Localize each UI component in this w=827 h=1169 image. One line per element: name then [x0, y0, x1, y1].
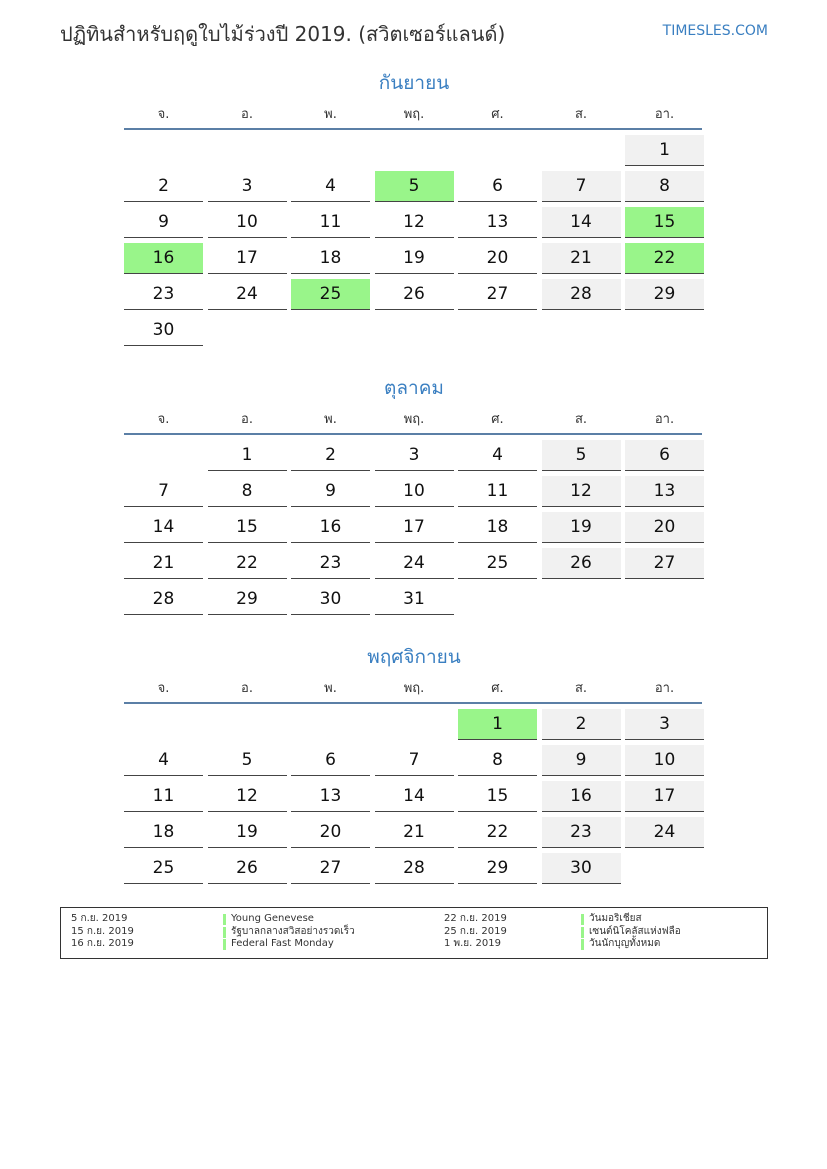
day-cell: 21: [375, 817, 454, 848]
day-cell: 30: [124, 315, 203, 346]
day-cell: 6: [291, 745, 370, 776]
weekday-label: พฤ.: [403, 107, 425, 122]
day-cell: 15: [458, 781, 537, 812]
header-divider: [124, 433, 702, 435]
day-cell: 19: [542, 512, 621, 543]
day-cell: 12: [542, 476, 621, 507]
day-cell: 29: [208, 584, 287, 615]
day-grid: [124, 135, 704, 351]
month-title: พฤศจิกายน: [367, 646, 461, 668]
month-title: ตุลาคม: [384, 377, 444, 399]
legend-holiday-name: วันนักบุญทั้งหมด: [589, 938, 661, 949]
legend-date: 5 ก.ย. 2019: [71, 913, 128, 924]
day-cell: 28: [124, 584, 203, 615]
day-cell: 27: [291, 853, 370, 884]
legend-marker: [223, 914, 226, 925]
month-title: กันยายน: [378, 72, 450, 94]
day-cell: 30: [542, 853, 621, 884]
day-cell: 11: [291, 207, 370, 238]
day-cell: 25: [458, 548, 537, 579]
day-cell: 21: [124, 548, 203, 579]
legend-marker: [581, 914, 584, 925]
day-cell: 10: [375, 476, 454, 507]
day-cell: 9: [291, 476, 370, 507]
weekday-label: จ.: [157, 412, 170, 427]
day-cell: 7: [542, 171, 621, 202]
day-cell: 2: [124, 171, 203, 202]
weekday-label: พ.: [324, 412, 337, 427]
day-cell: 24: [208, 279, 287, 310]
day-cell: 28: [375, 853, 454, 884]
empty-cell: [124, 135, 203, 165]
day-cell: 18: [458, 512, 537, 543]
day-cell: 7: [124, 476, 203, 507]
weekday-label: อ.: [241, 681, 253, 696]
empty-cell: [375, 709, 454, 739]
weekday-label: อา.: [654, 681, 675, 696]
day-cell: 16: [291, 512, 370, 543]
weekday-label: พฤ.: [403, 681, 425, 696]
day-cell: 9: [124, 207, 203, 238]
day-cell: 14: [124, 512, 203, 543]
day-cell: 30: [291, 584, 370, 615]
holiday-day-cell: 5: [375, 171, 454, 202]
weekday-label: อ.: [241, 107, 253, 122]
weekday-label: พ.: [324, 681, 337, 696]
legend-marker: [223, 939, 226, 950]
holiday-day-cell: 22: [625, 243, 704, 274]
day-grid: [124, 709, 704, 889]
day-cell: 22: [458, 817, 537, 848]
day-cell: 29: [625, 279, 704, 310]
month-calendar: [124, 644, 704, 889]
day-cell: 23: [291, 548, 370, 579]
day-cell: 28: [542, 279, 621, 310]
day-cell: 26: [542, 548, 621, 579]
day-cell: 4: [291, 171, 370, 202]
day-cell: 13: [291, 781, 370, 812]
weekday-label: ศ.: [491, 681, 504, 696]
day-cell: 20: [291, 817, 370, 848]
header-divider: [124, 702, 702, 704]
legend-marker: [581, 939, 584, 950]
weekday-header: [124, 106, 704, 128]
page-header: [60, 18, 768, 48]
weekday-label: อา.: [654, 412, 675, 427]
weekday-label: ศ.: [491, 107, 504, 122]
empty-cell: [458, 135, 537, 165]
day-cell: 27: [458, 279, 537, 310]
day-cell: 15: [208, 512, 287, 543]
day-cell: 3: [208, 171, 287, 202]
day-cell: 4: [124, 745, 203, 776]
legend-holiday-name: Young Genevese: [231, 913, 314, 924]
day-cell: 3: [625, 709, 704, 740]
header-divider: [124, 128, 702, 130]
holiday-day-cell: 16: [124, 243, 203, 274]
day-cell: 2: [542, 709, 621, 740]
legend-holiday-name: Federal Fast Monday: [231, 938, 334, 949]
holiday-day-cell: 15: [625, 207, 704, 238]
page-title: ปฏิทินสำหรับฤดูใบไม้ร่วงปี 2019. (สวิตเซอร์แลนด์): [60, 22, 506, 46]
empty-cell: [124, 709, 203, 739]
day-cell: 17: [208, 243, 287, 274]
day-cell: 12: [375, 207, 454, 238]
day-cell: 27: [625, 548, 704, 579]
day-cell: 5: [542, 440, 621, 471]
day-cell: 12: [208, 781, 287, 812]
weekday-label: พ.: [324, 107, 337, 122]
day-cell: 6: [625, 440, 704, 471]
day-cell: 18: [124, 817, 203, 848]
day-cell: 25: [124, 853, 203, 884]
weekday-label: ศ.: [491, 412, 504, 427]
day-cell: 2: [291, 440, 370, 471]
legend-holiday-name: รัฐบาลกลางสวิสอย่างรวดเร็ว: [231, 925, 355, 937]
day-cell: 6: [458, 171, 537, 202]
day-cell: 22: [208, 548, 287, 579]
month-calendar: [124, 375, 704, 620]
empty-cell: [375, 135, 454, 165]
day-cell: 31: [375, 584, 454, 615]
empty-cell: [208, 709, 287, 739]
day-cell: 5: [208, 745, 287, 776]
day-cell: 10: [208, 207, 287, 238]
day-cell: 14: [375, 781, 454, 812]
day-cell: 13: [625, 476, 704, 507]
day-cell: 26: [375, 279, 454, 310]
day-cell: 19: [375, 243, 454, 274]
day-cell: 23: [542, 817, 621, 848]
empty-cell: [291, 709, 370, 739]
day-cell: 20: [458, 243, 537, 274]
day-cell: 8: [208, 476, 287, 507]
day-grid: [124, 440, 704, 620]
day-cell: 1: [625, 135, 704, 166]
day-cell: 14: [542, 207, 621, 238]
weekday-label: ส.: [574, 107, 588, 122]
weekday-header: [124, 411, 704, 433]
weekday-header: [124, 680, 704, 702]
day-cell: 9: [542, 745, 621, 776]
weekday-label: ส.: [574, 681, 588, 696]
day-cell: 8: [625, 171, 704, 202]
legend-date: 16 ก.ย. 2019: [71, 938, 134, 949]
legend-date: 15 ก.ย. 2019: [71, 925, 134, 937]
day-cell: 3: [375, 440, 454, 471]
holiday-legend: [60, 907, 768, 959]
legend-holiday-name: เซนต์นิโคลัสแห่งฟลือ: [589, 925, 681, 937]
legend-date: 25 ก.ย. 2019: [444, 925, 507, 937]
day-cell: 11: [124, 781, 203, 812]
day-cell: 18: [291, 243, 370, 274]
day-cell: 10: [625, 745, 704, 776]
weekday-label: จ.: [157, 107, 170, 122]
day-cell: 24: [375, 548, 454, 579]
weekday-label: จ.: [157, 681, 170, 696]
month-calendar: [124, 70, 704, 351]
day-cell: 24: [625, 817, 704, 848]
day-cell: 4: [458, 440, 537, 471]
day-cell: 13: [458, 207, 537, 238]
empty-cell: [208, 135, 287, 165]
day-cell: 19: [208, 817, 287, 848]
empty-cell: [291, 135, 370, 165]
day-cell: 23: [124, 279, 203, 310]
holiday-day-cell: 25: [291, 279, 370, 310]
legend-marker: [581, 927, 584, 938]
day-cell: 11: [458, 476, 537, 507]
legend-date: 1 พ.ย. 2019: [444, 938, 501, 949]
legend-date: 22 ก.ย. 2019: [444, 913, 507, 924]
day-cell: 8: [458, 745, 537, 776]
weekday-label: ส.: [574, 412, 588, 427]
site-link[interactable]: TIMESLES.COM: [662, 23, 768, 39]
weekday-label: อา.: [654, 107, 675, 122]
empty-cell: [542, 135, 621, 165]
holiday-day-cell: 1: [458, 709, 537, 740]
day-cell: 26: [208, 853, 287, 884]
weekday-label: อ.: [241, 412, 253, 427]
day-cell: 29: [458, 853, 537, 884]
empty-cell: [124, 440, 203, 470]
day-cell: 20: [625, 512, 704, 543]
day-cell: 16: [542, 781, 621, 812]
legend-marker: [223, 927, 226, 938]
day-cell: 21: [542, 243, 621, 274]
day-cell: 1: [208, 440, 287, 471]
day-cell: 17: [375, 512, 454, 543]
day-cell: 17: [625, 781, 704, 812]
legend-holiday-name: วันมอริเชียส: [589, 913, 642, 924]
day-cell: 7: [375, 745, 454, 776]
weekday-label: พฤ.: [403, 412, 425, 427]
